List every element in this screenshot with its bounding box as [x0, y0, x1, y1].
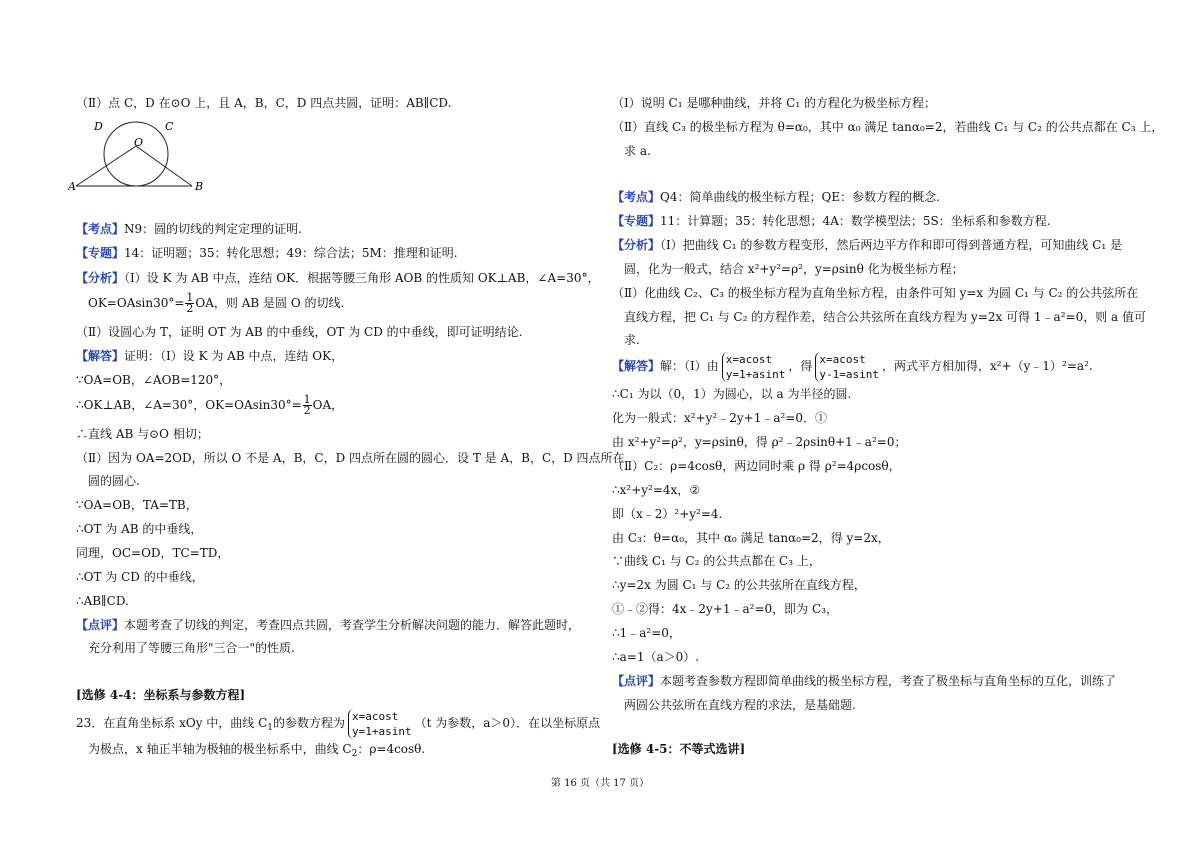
- step-7: 同理，OC=OD，TC=TD，: [76, 546, 230, 560]
- kaodian-tag: 【考点】: [612, 190, 661, 204]
- zhuanti-tag: 【专题】: [612, 214, 661, 228]
- fenxi-line-3: （Ⅱ）化曲线 C₂、C₃ 的极坐标方程为直角坐标方程，由条件可知 y=x 为圆 C₁ 与 C₂ 的公共弦所在: [612, 286, 1139, 300]
- geometry-figure: [68, 116, 208, 196]
- zhuanti-line: [612, 213, 1051, 229]
- step-11: ∴1﹣a²=0，: [612, 626, 681, 640]
- page-footer: 第 16 页（共 17 页）: [550, 778, 650, 789]
- kaodian-text: Q4：简单曲线的极坐标方程；QE：参数方程的概念.: [660, 190, 940, 204]
- fenxi-tag: 【分析】: [76, 271, 125, 285]
- sub-question-2: （Ⅱ）直线 C₃ 的极坐标方程为 θ=α₀，其中 α₀ 满足 tanα₀=2，若曲线 C₁ 与 C₂ 的公共点都在 C₃ 上，: [612, 120, 1164, 134]
- fenxi-text-2a: OK=OAsin30°=: [88, 296, 185, 310]
- step-10: ①﹣②得：4x﹣2y+1﹣a²=0，即为 C₃，: [612, 602, 838, 616]
- jieda-tag: 【解答】: [612, 359, 661, 373]
- fenxi-line-4: 直线方程，把 C₁ 与 C₂ 的方程作差，结合公共弦所在直线方程为 y=2x 可得 1﹣a²=0，则 a 值可: [624, 310, 1146, 324]
- fenxi-line-5: 求.: [624, 333, 640, 347]
- label-B: B: [195, 180, 204, 193]
- step-3: ∴直线 AB 与⊙O 相切；: [76, 427, 209, 441]
- step-6: ∴OT 为 AB 的中垂线，: [76, 522, 203, 536]
- fenxi-line: [76, 270, 599, 286]
- fenxi-text-1: （Ⅰ）把曲线 C₁ 的参数方程变形，然后两边平方作和即可得到普通方程，可知曲线 C₁ 是: [660, 238, 1123, 252]
- step-3: 由 x²+y²=ρ²，y=ρsinθ，得 ρ²﹣2ρsinθ+1﹣a²=0；: [612, 435, 907, 449]
- dianping-tag: 【点评】: [612, 674, 661, 688]
- section-heading-4-5: [选修 4-5：不等式选讲]: [612, 742, 746, 756]
- step-9: ∴y=2x 为圆 C₁ 与 C₂ 的公共弦所在直线方程，: [612, 578, 866, 592]
- sub-question-2b: 求 a.: [624, 144, 651, 158]
- fenxi-line-3: （Ⅱ）设圆心为 T，证明 OT 为 AB 的中垂线，OT 为 CD 的中垂线，即可证明结论.: [76, 325, 523, 339]
- zhuanti-line: [76, 245, 458, 261]
- step-1: ∴C₁ 为以（0，1）为圆心，以 a 为半径的圆.: [612, 387, 852, 401]
- dianping-text-1: 本题考查了切线的判定，考查四点共圆，考查学生分析解决问题的能力．解答此题时，: [124, 618, 581, 632]
- question-23-cont: 为极点，x 轴正半轴为极轴的极坐标系中，曲线 $C_2$：ρ=4cosθ.: [88, 742, 426, 759]
- dianping-text-1: 本题考查参数方程即简单曲线的极坐标方程，考查了极坐标与直角坐标的互化，训练了: [660, 674, 1117, 688]
- jieda-text: 证明：（Ⅰ）设 K 为 AB 中点，连结 OK，: [124, 349, 344, 363]
- zhuanti-tag: 【专题】: [76, 246, 125, 260]
- label-D: D: [94, 120, 103, 133]
- step-6: 即（x﹣2）²+y²=4.: [612, 507, 723, 521]
- label-A: A: [68, 180, 76, 193]
- step-1: ∵OA=OB，∠AOB=120°，: [76, 373, 232, 387]
- problem-part-2: （Ⅱ）点 C，D 在⊙O 上，且 A，B，C，D 四点共圆，证明：AB∥CD.: [76, 96, 452, 110]
- step-9: ∴AB∥CD.: [76, 594, 129, 608]
- fenxi-text-1: （Ⅰ）设 K 为 AB 中点，连结 OK．根据等腰三角形 AOB 的性质知 OK⊥AB，∠A=30°，: [124, 271, 600, 285]
- jieda-tag: 【解答】: [76, 349, 125, 363]
- zhuanti-text: 14：证明题；35：转化思想；49：综合法；5M：推理和证明.: [124, 246, 458, 260]
- fenxi-line-2: [88, 292, 344, 314]
- fraction-half-2: $\frac{1}{2}$: [303, 393, 311, 417]
- fenxi-text-2b: OA，则 AB 是圆 O 的切线.: [195, 296, 345, 310]
- step-8: ∴OT 为 CD 的中垂线，: [76, 570, 204, 584]
- kaodian-tag: 【考点】: [76, 222, 125, 236]
- param-system-1: x=acost y=1+asint: [722, 352, 786, 382]
- fraction-half: $\frac{1}{2}$: [186, 291, 194, 315]
- dianping-tag: 【点评】: [76, 618, 125, 632]
- step-4: （Ⅱ）因为 OA=2OD，所以 O 不是 A，B，C，D 四点所在圆的圆心．设 T 是 A，B，C，D 四点所在: [76, 451, 625, 465]
- step-2: 化为一般式：x²+y²﹣2y+1﹣a²=0．①: [612, 411, 827, 425]
- jieda-line: [76, 348, 343, 364]
- dianping-line-2: 充分利用了等腰三角形"三合一"的性质.: [88, 641, 295, 655]
- label-O: O: [134, 136, 144, 149]
- dianping-line-2: 两圆公共弦所在直线方程的求法，是基础题.: [624, 698, 856, 712]
- step-8: ∵曲线 C₁ 与 C₂ 的公共点都在 C₃ 上，: [612, 554, 821, 568]
- step-2: ∴OK⊥AB，∠A=30°，OK=OAsin30°= $\frac{1}{2}$ OA，: [76, 393, 344, 417]
- fenxi-tag: 【分析】: [612, 238, 661, 252]
- step-4: （Ⅱ）C₂：ρ=4cosθ，两边同时乘 ρ 得 ρ²=4ρcosθ，: [612, 459, 901, 473]
- label-C: C: [165, 120, 174, 133]
- kaodian-line: [76, 221, 302, 237]
- param-system-2: x=acost y-1=asint: [815, 352, 879, 382]
- step-5: ∵OA=OB，TA=TB，: [76, 498, 198, 512]
- step-5: ∴x²+y²=4x，②: [612, 483, 701, 497]
- fenxi-line-2: 圆，化为一般式，结合 x²+y²=ρ²，y=ρsinθ 化为极坐标方程；: [624, 262, 964, 276]
- kaodian-line: [612, 189, 940, 205]
- step-7: 由 C₃：θ=α₀，其中 α₀ 满足 tanα₀=2，得 y=2x，: [612, 531, 890, 545]
- section-heading-4-4: [选修 4-4：坐标系与参数方程]: [76, 688, 246, 702]
- step-12: ∴a=1（a＞0）.: [612, 650, 700, 664]
- dianping-line: [612, 673, 1116, 689]
- jieda-line: 【解答】解：（Ⅰ）由 x=acost y=1+asint ，得 x=acost y-1=asint ，两式平方相加得，x²+（y﹣1）²=a².: [612, 352, 1093, 381]
- step-4b: 圆的圆心.: [88, 474, 140, 488]
- sub-question-1: （Ⅰ）说明 C₁ 是哪种曲线，并将 C₁ 的方程化为极坐标方程；: [612, 96, 936, 110]
- param-system: x=acost y=1+asint: [348, 709, 412, 739]
- fenxi-line: [612, 237, 1122, 253]
- zhuanti-text: 11：计算题；35：转化思想；4A：数学模型法；5S：坐标系和参数方程.: [660, 214, 1051, 228]
- question-23: 23．在直角坐标系 xOy 中，曲线 $C_1$的参数方程为 x=acost y=1+asint （t 为参数，a＞0）．在以坐标原点: [76, 709, 601, 738]
- dianping-line: [76, 617, 580, 633]
- kaodian-text: N9：圆的切线的判定定理的证明.: [124, 222, 302, 236]
